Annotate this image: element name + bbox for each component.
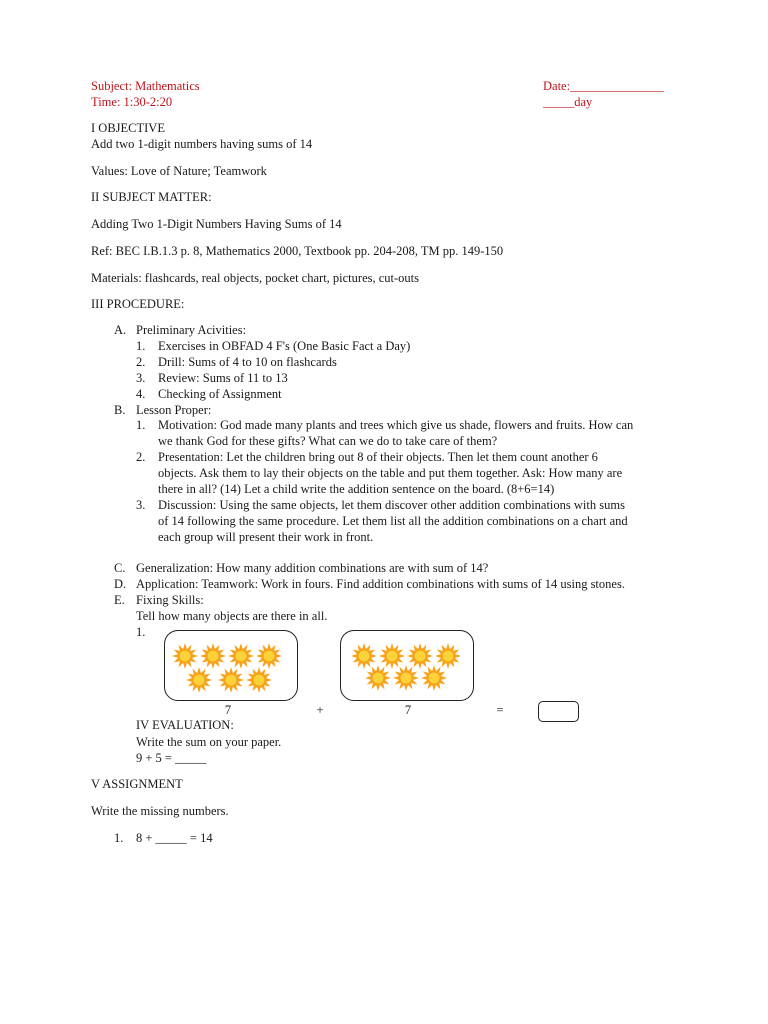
section-a-marker: A.: [114, 323, 127, 337]
list-item-num: 1.: [136, 339, 146, 353]
fixing-skills-instruction: Tell how many objects are there in all.: [136, 609, 328, 623]
discussion-line: Discussion: Using the same objects, let them discover other addition combinations with sums: [158, 498, 625, 512]
fixing-skills-title: Fixing Skills:: [136, 593, 204, 607]
section-c-marker: C.: [114, 561, 126, 575]
sun-icon: [392, 664, 420, 692]
reference-text: Ref: BEC I.B.1.3 p. 8, Mathematics 2000, Textbook pp. 204-208, TM pp. 149-150: [91, 244, 504, 258]
assignment-instruction: Write the missing numbers.: [91, 804, 229, 818]
section-b-marker: B.: [114, 403, 126, 417]
sun-icon: [217, 666, 245, 694]
date-field: Date:_______________: [543, 79, 664, 93]
left-count: 7: [224, 703, 232, 717]
assignment-problem: 8 + _____ = 14: [136, 831, 213, 845]
right-count: 7: [404, 703, 412, 717]
assignment-heading: V ASSIGNMENT: [91, 777, 183, 791]
subject-matter-topic: Adding Two 1-Digit Numbers Having Sums of 14: [91, 217, 342, 231]
section-d-marker: D.: [114, 577, 127, 591]
motivation-line: we thank God for these gifts? What can we do to take care of them?: [158, 434, 498, 448]
section-a-title: Preliminary Acivities:: [136, 323, 247, 337]
section-b-title: Lesson Proper:: [136, 403, 212, 417]
fixing-skills-item-num: 1.: [136, 625, 146, 639]
generalization-text: Generalization: How many addition combinations are with sum of 14?: [136, 561, 489, 575]
presentation-line: there in all? (14) Let a child write the addition sentence on the board. (8+6=14): [158, 482, 555, 496]
answer-box: [538, 701, 579, 722]
list-item-num: 1.: [136, 418, 146, 432]
list-item: Exercises in OBFAD 4 F's (One Basic Fact a Day): [158, 339, 411, 353]
evaluation-heading: IV EVALUATION:: [136, 718, 234, 732]
materials-text: Materials: flashcards, real objects, pocket chart, pictures, cut-outs: [91, 271, 420, 285]
list-item-num: 3.: [136, 371, 146, 385]
evaluation-problem: 9 + 5 = _____: [136, 751, 207, 765]
equals-sign: =: [496, 703, 504, 717]
discussion-line: each group will present their work in front.: [158, 530, 374, 544]
list-item-num: 4.: [136, 387, 146, 401]
list-item-num: 2.: [136, 450, 146, 464]
list-item: Drill: Sums of 4 to 10 on flashcards: [158, 355, 337, 369]
sun-icon: [364, 664, 392, 692]
sun-icon: [420, 664, 448, 692]
plus-sign: +: [316, 703, 324, 717]
discussion-line: of 14 following the same procedure. Let them list all the addition combinations on a chart and: [158, 514, 628, 528]
application-text: Application: Teamwork: Work in fours. Find addition combinations with sums of 14 using stones.: [136, 577, 625, 591]
list-item-num: 2.: [136, 355, 146, 369]
subject-label: Subject: Mathematics: [91, 79, 200, 93]
list-item: Checking of Assignment: [158, 387, 282, 401]
time-label: Time: 1:30-2:20: [91, 95, 173, 109]
sun-icon: [185, 666, 213, 694]
list-item-num: 3.: [136, 498, 146, 512]
objective-heading: I OBJECTIVE: [91, 121, 165, 135]
assignment-item-num: 1.: [114, 831, 124, 845]
list-item: Review: Sums of 11 to 13: [158, 371, 288, 385]
procedure-heading: III PROCEDURE:: [91, 297, 185, 311]
section-e-marker: E.: [114, 593, 125, 607]
presentation-line: objects. Ask them to lay their objects on the table and put them together. Ask: How many are: [158, 466, 623, 480]
values-text: Values: Love of Nature; Teamwork: [91, 164, 267, 178]
evaluation-instruction: Write the sum on your paper.: [136, 735, 282, 749]
sun-icon: [245, 666, 273, 694]
presentation-line: Presentation: Let the children bring out 8 of their objects. Then let them count another 6: [158, 450, 598, 464]
motivation-line: Motivation: God made many plants and trees which give us shade, flowers and fruits. How can: [158, 418, 634, 432]
objective-text: Add two 1-digit numbers having sums of 14: [91, 137, 313, 151]
day-field: _____day: [543, 95, 593, 109]
subject-matter-heading: II SUBJECT MATTER:: [91, 190, 212, 204]
